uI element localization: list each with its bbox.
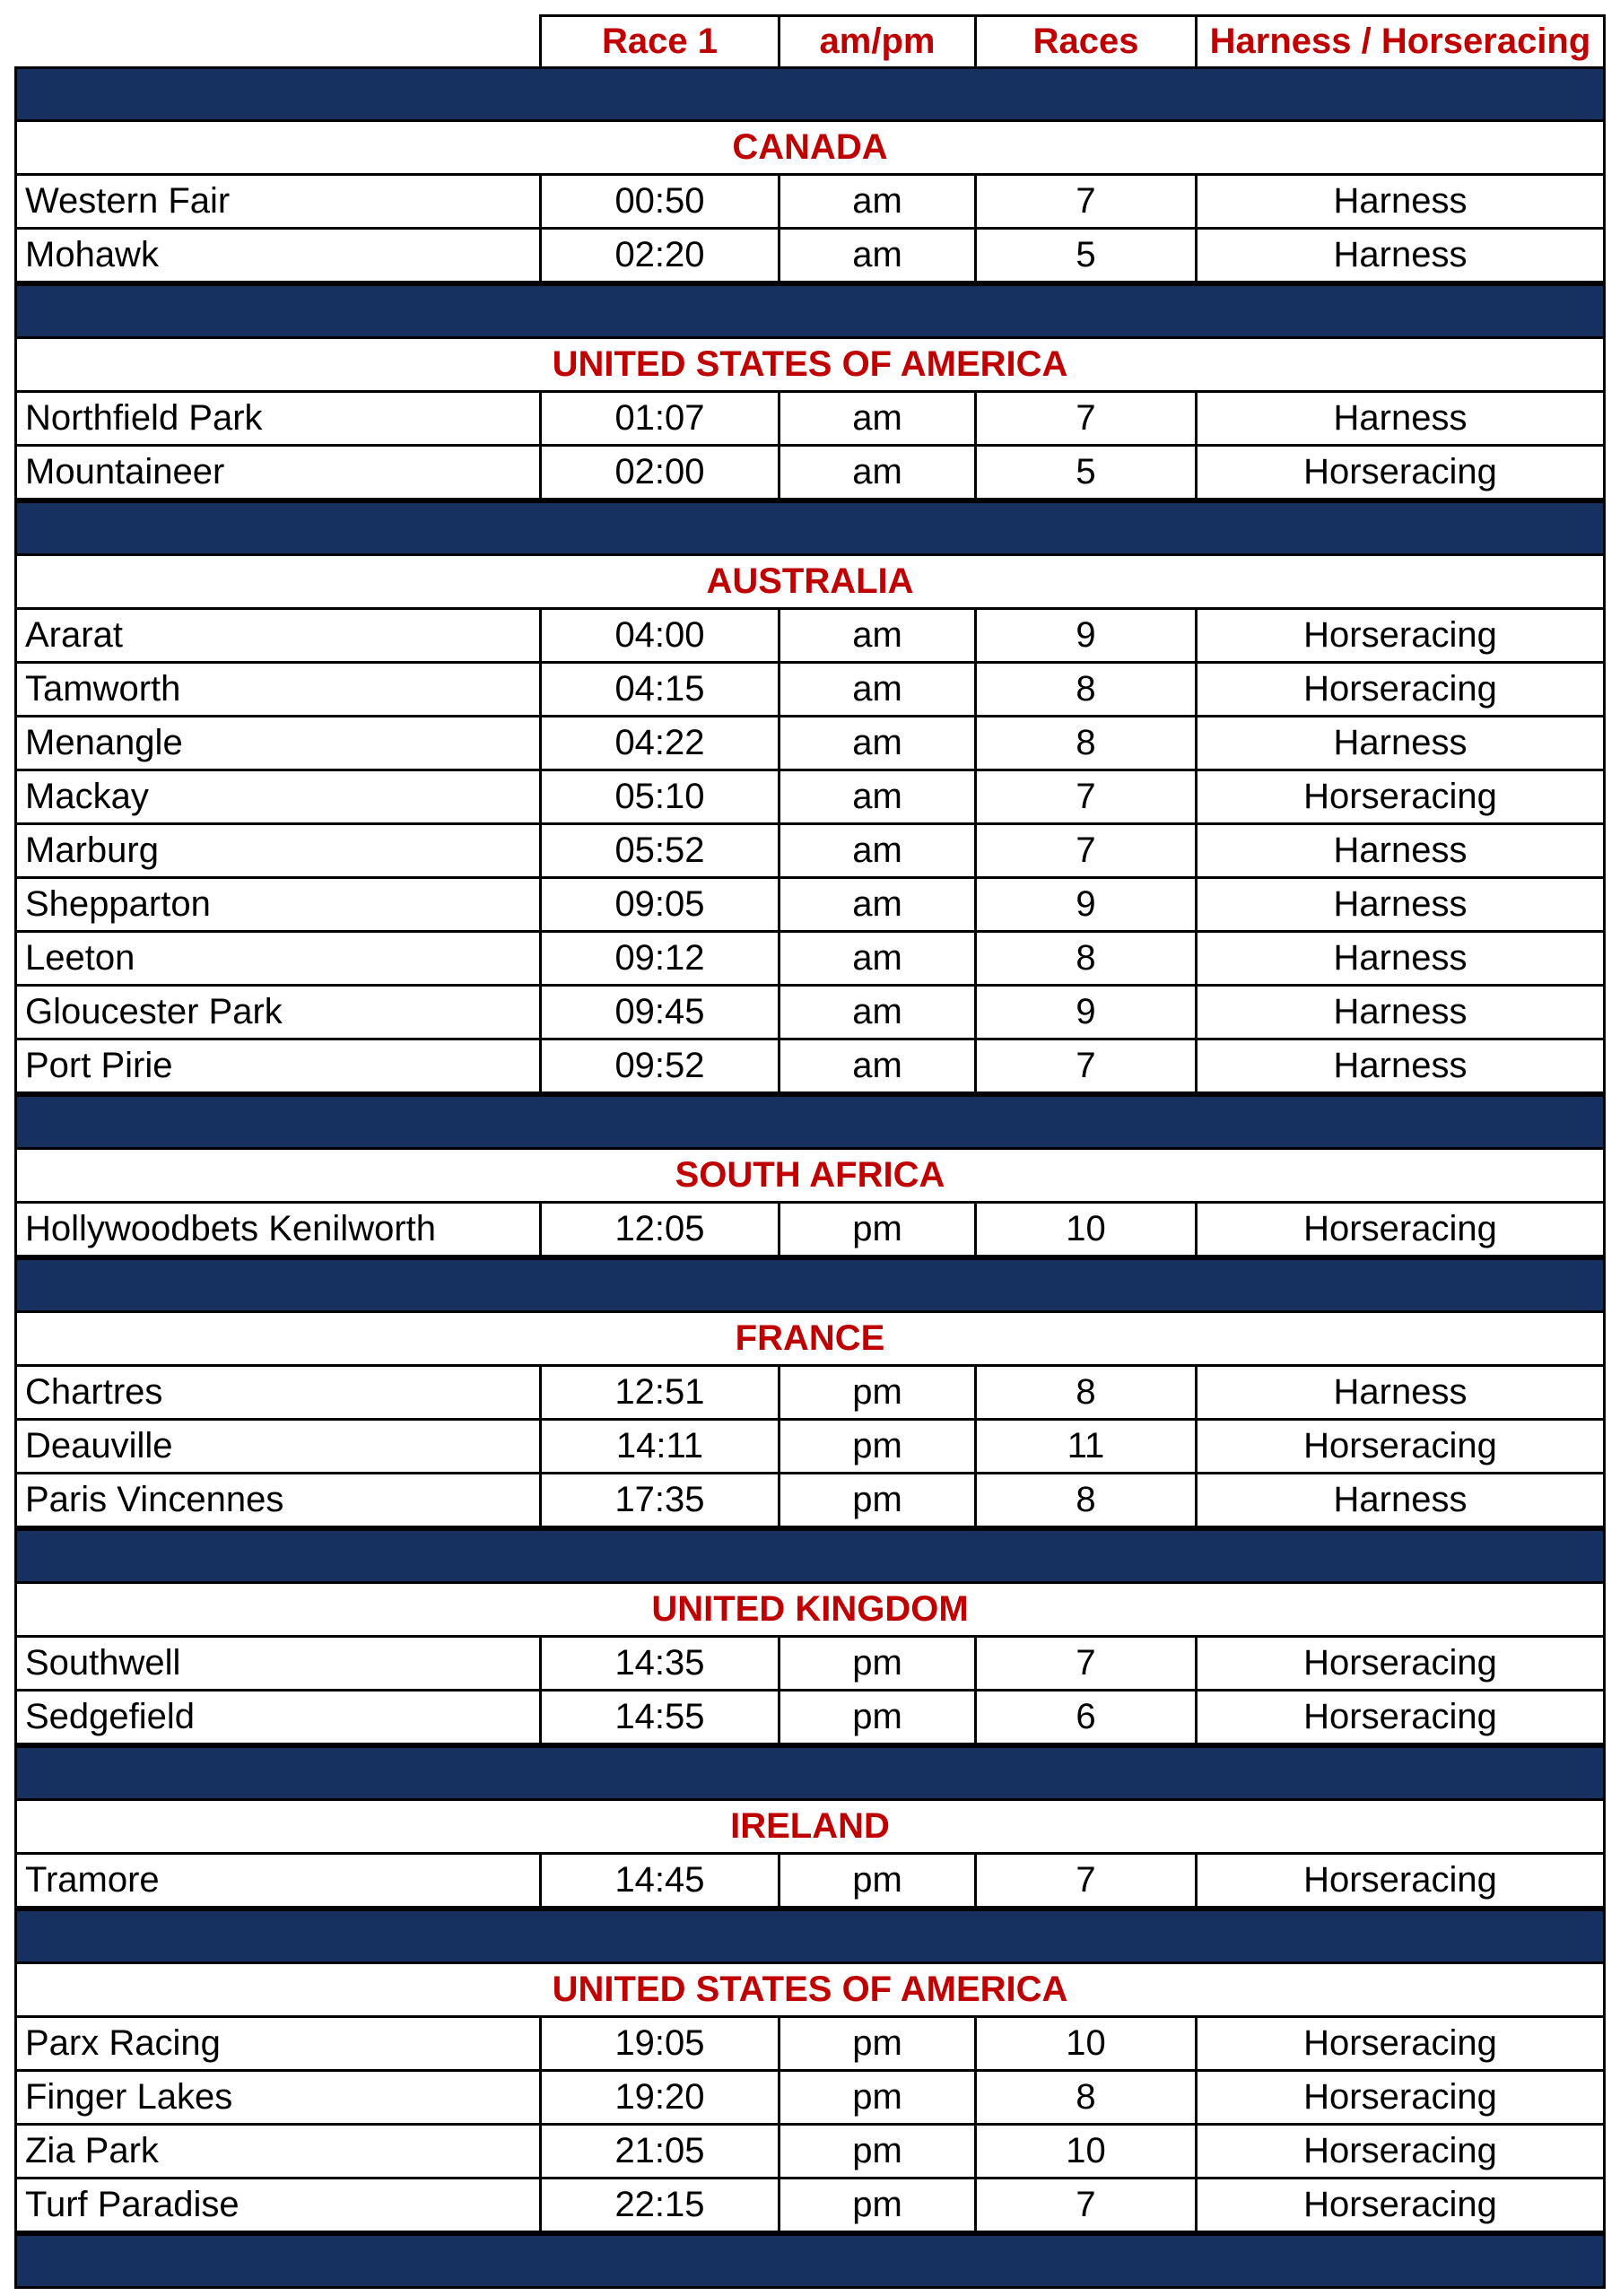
- race1-time: 05:10: [542, 771, 780, 822]
- track-name: Deauville: [17, 1421, 542, 1472]
- track-name: Sedgefield: [17, 1692, 542, 1743]
- race1-time: 09:05: [542, 879, 780, 930]
- race-count: 8: [977, 2072, 1198, 2123]
- race-type: Harness: [1333, 1046, 1468, 1085]
- race-count: 10: [977, 1204, 1198, 1255]
- track-name: Zia Park: [17, 2126, 542, 2177]
- track-name: Mountaineer: [17, 447, 542, 498]
- race1-time: 05:52: [542, 825, 780, 876]
- race1-time: 04:00: [542, 610, 780, 661]
- table-row: [14, 771, 1606, 825]
- race1-time: 14:55: [542, 1692, 780, 1743]
- race-count: 8: [977, 933, 1198, 984]
- race-type: Horseracing: [1303, 2131, 1497, 2170]
- track-name: Leeton: [17, 933, 542, 984]
- am-pm: pm: [780, 1855, 977, 1906]
- track-name: Northfield Park: [17, 393, 542, 444]
- am-pm: am: [780, 987, 977, 1038]
- track-name: Gloucester Park: [17, 987, 542, 1038]
- table-row: [14, 1474, 1606, 1528]
- race-count: 7: [977, 176, 1198, 227]
- race-type: Horseracing: [1303, 2023, 1497, 2063]
- track-name: Port Pirie: [17, 1040, 542, 1091]
- country-heading: FRANCE: [14, 1313, 1606, 1367]
- header-type: Harness / Horseracing: [1195, 14, 1606, 66]
- race-type: Harness: [1333, 831, 1468, 870]
- race-count: 5: [977, 447, 1198, 498]
- header-ampm: am/pm: [778, 14, 977, 66]
- race-type: Horseracing: [1303, 669, 1497, 709]
- track-name: Mackay: [17, 771, 542, 822]
- race1-time: 01:07: [542, 393, 780, 444]
- race-type: Harness: [1333, 1480, 1468, 1519]
- race1-time: 14:35: [542, 1638, 780, 1689]
- race-count: 5: [977, 230, 1198, 281]
- section-separator-band: [14, 1094, 1606, 1150]
- race-type: Horseracing: [1303, 1426, 1497, 1465]
- track-name: Tamworth: [17, 664, 542, 715]
- track-name: Southwell: [17, 1638, 542, 1689]
- track-name: Tramore: [17, 1855, 542, 1906]
- race-type: Horseracing: [1303, 615, 1497, 655]
- race-count: 7: [977, 2179, 1198, 2231]
- table-row: [14, 1421, 1606, 1474]
- country-heading: UNITED STATES OF AMERICA: [14, 339, 1606, 393]
- table-row: [14, 1367, 1606, 1421]
- section-separator-band: [14, 1257, 1606, 1313]
- track-name: Paris Vincennes: [17, 1474, 542, 1526]
- section-separator-band: [14, 1745, 1606, 1801]
- am-pm: pm: [780, 1204, 977, 1255]
- race1-time: 04:22: [542, 718, 780, 769]
- race-type: Harness: [1333, 398, 1468, 438]
- race-count: 8: [977, 1367, 1198, 1418]
- table-row: [14, 718, 1606, 771]
- race1-time: 14:11: [542, 1421, 780, 1472]
- race-type: Harness: [1333, 938, 1468, 978]
- am-pm: pm: [780, 2126, 977, 2177]
- section-separator-band: [14, 66, 1606, 122]
- table-row: [14, 393, 1606, 447]
- race-count: 9: [977, 610, 1198, 661]
- table-row: [14, 176, 1606, 230]
- am-pm: am: [780, 230, 977, 281]
- track-name: Marburg: [17, 825, 542, 876]
- race1-time: 02:20: [542, 230, 780, 281]
- country-heading: CANADA: [14, 122, 1606, 176]
- table-row: [14, 1855, 1606, 1909]
- section-separator-band: [14, 2233, 1606, 2289]
- country-heading: IRELAND: [14, 1801, 1606, 1855]
- table-row: [14, 1638, 1606, 1692]
- race-type: Harness: [1333, 992, 1468, 1031]
- race-count: 7: [977, 1040, 1198, 1091]
- track-name: Turf Paradise: [17, 2179, 542, 2231]
- section-separator-band: [14, 283, 1606, 339]
- table-row: [14, 2072, 1606, 2126]
- race1-time: 22:15: [542, 2179, 780, 2231]
- race1-time: 09:12: [542, 933, 780, 984]
- race-type: Horseracing: [1303, 1209, 1497, 1248]
- race-type: Horseracing: [1303, 1697, 1497, 1736]
- am-pm: pm: [780, 1474, 977, 1526]
- am-pm: pm: [780, 1638, 977, 1689]
- section-separator-band: [14, 1909, 1606, 1964]
- country-heading: UNITED STATES OF AMERICA: [14, 1964, 1606, 2018]
- track-name: Ararat: [17, 610, 542, 661]
- race1-time: 02:00: [542, 447, 780, 498]
- race-count: 7: [977, 771, 1198, 822]
- race-type: Harness: [1333, 181, 1468, 221]
- track-name: Mohawk: [17, 230, 542, 281]
- race-count: 10: [977, 2018, 1198, 2069]
- table-row: [14, 1692, 1606, 1745]
- track-name: Hollywoodbets Kenilworth: [17, 1204, 542, 1255]
- table-row: [14, 933, 1606, 987]
- table-row: [14, 610, 1606, 664]
- country-heading: SOUTH AFRICA: [14, 1150, 1606, 1204]
- race-count: 9: [977, 879, 1198, 930]
- track-name: Chartres: [17, 1367, 542, 1418]
- race1-time: 17:35: [542, 1474, 780, 1526]
- race-type: Horseracing: [1303, 777, 1497, 816]
- race-count: 8: [977, 718, 1198, 769]
- table-row: [14, 664, 1606, 718]
- race1-time: 21:05: [542, 2126, 780, 2177]
- race-count: 10: [977, 2126, 1198, 2177]
- am-pm: pm: [780, 2072, 977, 2123]
- table-row: [14, 2018, 1606, 2072]
- race1-time: 09:45: [542, 987, 780, 1038]
- race1-time: 00:50: [542, 176, 780, 227]
- table-row: [14, 987, 1606, 1040]
- section-separator-band: [14, 500, 1606, 556]
- race-type: Harness: [1333, 1372, 1468, 1412]
- race-type: Horseracing: [1303, 2185, 1497, 2224]
- table-row: [14, 447, 1606, 500]
- am-pm: am: [780, 610, 977, 661]
- track-name: Menangle: [17, 718, 542, 769]
- race1-time: 09:52: [542, 1040, 780, 1091]
- am-pm: pm: [780, 1692, 977, 1743]
- race-count: 7: [977, 1638, 1198, 1689]
- race1-time: 19:20: [542, 2072, 780, 2123]
- header-race1: Race 1: [539, 14, 780, 66]
- am-pm: pm: [780, 2179, 977, 2231]
- race-type: Horseracing: [1303, 1643, 1497, 1683]
- table-row: [14, 879, 1606, 933]
- table-row: [14, 2179, 1606, 2233]
- race-type: Harness: [1333, 723, 1468, 762]
- am-pm: pm: [780, 2018, 977, 2069]
- am-pm: am: [780, 933, 977, 984]
- am-pm: am: [780, 771, 977, 822]
- race-count: 7: [977, 393, 1198, 444]
- track-name: Parx Racing: [17, 2018, 542, 2069]
- race-count: 11: [977, 1421, 1198, 1472]
- race-type: Harness: [1333, 884, 1468, 924]
- race-type: Horseracing: [1303, 452, 1497, 491]
- race-count: 7: [977, 825, 1198, 876]
- table-row: [14, 2126, 1606, 2179]
- table-row: [14, 825, 1606, 879]
- track-name: Shepparton: [17, 879, 542, 930]
- race1-time: 19:05: [542, 2018, 780, 2069]
- am-pm: am: [780, 879, 977, 930]
- am-pm: am: [780, 176, 977, 227]
- track-name: Finger Lakes: [17, 2072, 542, 2123]
- table-row: [14, 1204, 1606, 1257]
- am-pm: am: [780, 393, 977, 444]
- table-row: [14, 1040, 1606, 1094]
- track-name: Western Fair: [17, 176, 542, 227]
- header-races: Races: [974, 14, 1198, 66]
- country-heading: UNITED KINGDOM: [14, 1584, 1606, 1638]
- race-count: 7: [977, 1855, 1198, 1906]
- race1-time: 12:05: [542, 1204, 780, 1255]
- table-row: [14, 230, 1606, 283]
- section-separator-band: [14, 1528, 1606, 1584]
- race-type: Horseracing: [1303, 1860, 1497, 1900]
- race1-time: 12:51: [542, 1367, 780, 1418]
- am-pm: am: [780, 1040, 977, 1091]
- race-count: 8: [977, 1474, 1198, 1526]
- race-type: Harness: [1333, 235, 1468, 274]
- am-pm: am: [780, 718, 977, 769]
- race1-time: 14:45: [542, 1855, 780, 1906]
- am-pm: am: [780, 447, 977, 498]
- race-count: 8: [977, 664, 1198, 715]
- am-pm: am: [780, 825, 977, 876]
- race-count: 9: [977, 987, 1198, 1038]
- am-pm: pm: [780, 1421, 977, 1472]
- race-count: 6: [977, 1692, 1198, 1743]
- am-pm: pm: [780, 1367, 977, 1418]
- race1-time: 04:15: [542, 664, 780, 715]
- race-type: Horseracing: [1303, 2077, 1497, 2117]
- country-heading: AUSTRALIA: [14, 556, 1606, 610]
- am-pm: am: [780, 664, 977, 715]
